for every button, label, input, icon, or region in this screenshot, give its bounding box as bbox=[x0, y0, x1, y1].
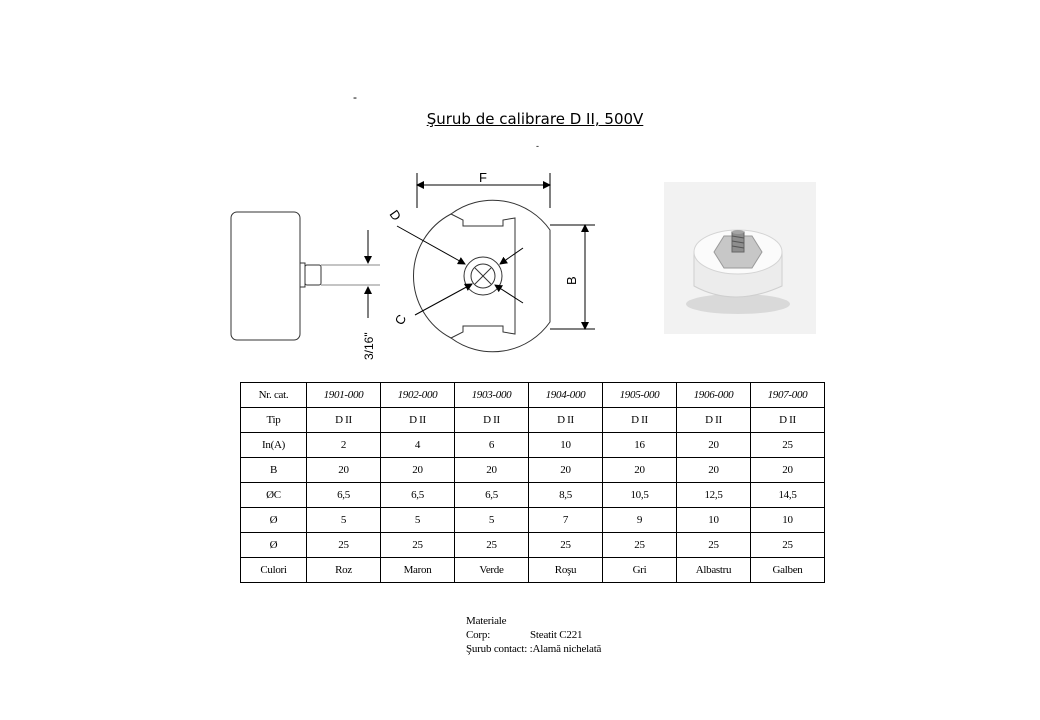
label-b: B bbox=[564, 276, 579, 285]
table-row bbox=[241, 483, 825, 508]
table-cell: D II bbox=[603, 408, 677, 433]
corp-label: Corp: bbox=[466, 629, 491, 641]
table-cell: 25 bbox=[455, 533, 529, 558]
table-row bbox=[241, 433, 825, 458]
table-cell: D II bbox=[751, 408, 825, 433]
materials-heading: Materiale bbox=[466, 615, 507, 627]
product-photo bbox=[664, 182, 816, 334]
table-cell: 5 bbox=[307, 508, 381, 533]
table-cell: Verde bbox=[455, 558, 529, 583]
table-cell: 1906-000 bbox=[677, 383, 751, 408]
table-cell: Maron bbox=[381, 558, 455, 583]
table-cell: 1903-000 bbox=[455, 383, 529, 408]
table-cell: D II bbox=[677, 408, 751, 433]
table-cell: 20 bbox=[307, 458, 381, 483]
table-cell: Roz bbox=[307, 558, 381, 583]
contact-label: Şurub contact: bbox=[466, 643, 528, 655]
table-cell: 25 bbox=[307, 533, 381, 558]
table-cell: 10 bbox=[751, 508, 825, 533]
label-d: D bbox=[386, 207, 405, 224]
table-cell: Gri bbox=[603, 558, 677, 583]
spec-table bbox=[240, 382, 825, 583]
row-label: Ø bbox=[241, 508, 307, 533]
row-label: ØC bbox=[241, 483, 307, 508]
table-cell: 6,5 bbox=[381, 483, 455, 508]
front-view bbox=[413, 200, 550, 352]
row-label: In(A) bbox=[241, 433, 307, 458]
table-cell: 12,5 bbox=[677, 483, 751, 508]
materials-block bbox=[466, 614, 601, 656]
row-label: Nr. cat. bbox=[241, 383, 307, 408]
technical-drawing bbox=[225, 168, 605, 368]
table-cell: 20 bbox=[381, 458, 455, 483]
table-row bbox=[241, 383, 825, 408]
table-cell: 1905-000 bbox=[603, 383, 677, 408]
table-cell: 25 bbox=[603, 533, 677, 558]
row-label: Tip bbox=[241, 408, 307, 433]
table-cell: 20 bbox=[603, 458, 677, 483]
table-cell: 10 bbox=[677, 508, 751, 533]
dash-mark-small: - bbox=[536, 141, 539, 151]
table-cell: Galben bbox=[751, 558, 825, 583]
table-cell: 20 bbox=[751, 458, 825, 483]
table-row bbox=[241, 408, 825, 433]
table-cell: 9 bbox=[603, 508, 677, 533]
label-f: F bbox=[479, 170, 487, 185]
table-cell: 5 bbox=[381, 508, 455, 533]
table-cell: 14,5 bbox=[751, 483, 825, 508]
table-cell: 10 bbox=[529, 433, 603, 458]
materials-corp-row bbox=[466, 628, 601, 642]
table-cell: 4 bbox=[381, 433, 455, 458]
table-cell: Roşu bbox=[529, 558, 603, 583]
table-cell: 25 bbox=[751, 433, 825, 458]
table-cell: 25 bbox=[529, 533, 603, 558]
table-cell: 2 bbox=[307, 433, 381, 458]
row-label: Culori bbox=[241, 558, 307, 583]
dash-mark: - bbox=[353, 90, 357, 104]
side-view bbox=[231, 212, 380, 340]
table-cell: 20 bbox=[455, 458, 529, 483]
table-cell: 6 bbox=[455, 433, 529, 458]
table-cell: 25 bbox=[751, 533, 825, 558]
table-cell: Albastru bbox=[677, 558, 751, 583]
table-cell: D II bbox=[455, 408, 529, 433]
label-316: 3/16" bbox=[362, 332, 376, 360]
table-row bbox=[241, 558, 825, 583]
page-title: Şurub de calibrare D II, 500V bbox=[426, 110, 644, 128]
table-cell: 20 bbox=[677, 433, 751, 458]
table-cell: D II bbox=[381, 408, 455, 433]
table-row bbox=[241, 533, 825, 558]
table-cell: 7 bbox=[529, 508, 603, 533]
table-row bbox=[241, 458, 825, 483]
corp-value: Steatit C221 bbox=[530, 629, 583, 641]
row-label: Ø bbox=[241, 533, 307, 558]
table-cell: 5 bbox=[455, 508, 529, 533]
table-cell: D II bbox=[529, 408, 603, 433]
dimension-lines bbox=[397, 173, 595, 329]
table-cell: 20 bbox=[529, 458, 603, 483]
table-cell: 1904-000 bbox=[529, 383, 603, 408]
table-cell: 8,5 bbox=[529, 483, 603, 508]
table-cell: 20 bbox=[677, 458, 751, 483]
table-row bbox=[241, 508, 825, 533]
materials-contact-row bbox=[466, 642, 601, 656]
table-cell: 25 bbox=[677, 533, 751, 558]
table-cell: 25 bbox=[381, 533, 455, 558]
table-cell: D II bbox=[307, 408, 381, 433]
table-cell: 1907-000 bbox=[751, 383, 825, 408]
contact-value: :Alamă nichelată bbox=[529, 643, 602, 655]
table-cell: 10,5 bbox=[603, 483, 677, 508]
table-cell: 6,5 bbox=[307, 483, 381, 508]
row-label: B bbox=[241, 458, 307, 483]
table-cell: 1901-000 bbox=[307, 383, 381, 408]
table-cell: 16 bbox=[603, 433, 677, 458]
table-cell: 1902-000 bbox=[381, 383, 455, 408]
label-c: C bbox=[391, 311, 410, 328]
table-cell: 6,5 bbox=[455, 483, 529, 508]
